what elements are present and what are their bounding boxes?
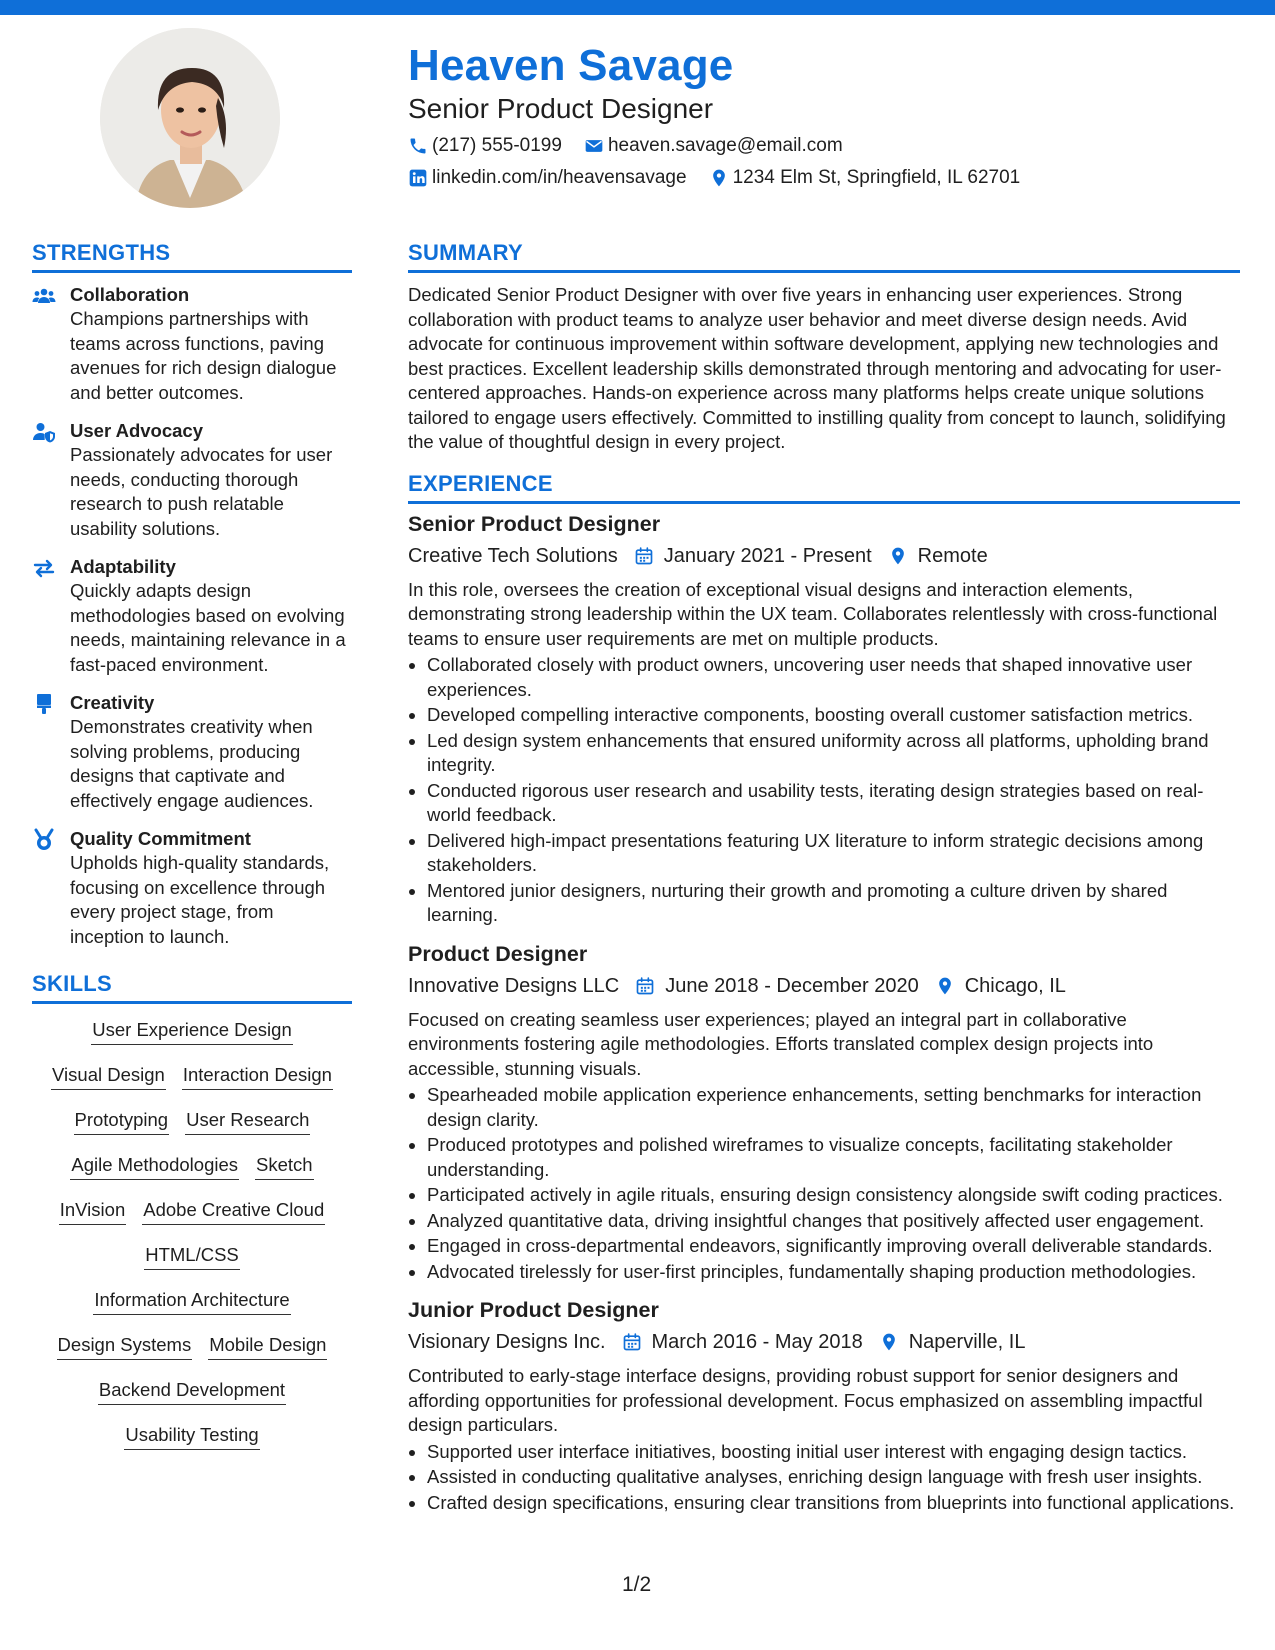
contact-row-1 (408, 134, 1238, 158)
strength-title: Creativity (70, 692, 155, 713)
skills-list (32, 1018, 352, 1451)
skill-tag: Interaction Design (182, 1063, 333, 1090)
skill-row (32, 1018, 352, 1046)
exchange-arrows-icon (32, 556, 56, 580)
job-dates-group (622, 1328, 863, 1356)
job-bullet: • Produced prototypes and polished wireframes to visualize concepts, facilitating stakeholder understanding. (427, 1133, 1240, 1182)
candidate-title: Senior Product Designer (408, 93, 714, 124)
summary-text: Dedicated Senior Product Designer with over five years in enhancing user experiences. Strong collaboration with product teams to analyze user behavior and meet diverse design needs. Avid advocate for continuous improvement within software development, applying new technologies and best practices. Excellent leadership skills demonstrated through mentoring and advocating for user-centered approaches. Hands-on experience across many platforms helps create unique solutions tailored to engage users effectively. Committed to instilling quality from concept to launch, solidifying the value of thoughtful design in every project. (408, 284, 1226, 452)
job-description: Contributed to early-stage interface designs, providing robust support for senior designers and affording opportunities for professional development. Focus emphasized on assembling impactful design particulars. (408, 1365, 1203, 1435)
skill-row (32, 1153, 352, 1181)
skill-row (32, 1198, 352, 1226)
users-icon (32, 284, 56, 308)
contact-linkedin[interactable] (408, 166, 687, 190)
strength-desc: Passionately advocates for user needs, conducting thorough research to push relatable usability solutions. (70, 444, 333, 539)
job-bullet: • Advocated tirelessly for user-first principles, fundamentally shaping production methodologies. (427, 1260, 1240, 1285)
page-number: 1/2 (622, 1573, 652, 1596)
strength-item (32, 827, 352, 949)
map-pin-icon (879, 1332, 899, 1352)
resume-header (408, 40, 1238, 190)
calendar-icon (622, 1332, 642, 1352)
map-pin-icon (935, 976, 955, 996)
skill-tag: Visual Design (51, 1063, 166, 1090)
calendar-icon (634, 546, 654, 566)
job-bullet: • Led design system enhancements that ensured uniformity across all platforms, upholding brand integrity. (427, 729, 1240, 778)
strength-title: Collaboration (70, 284, 190, 305)
email-text: heaven.savage@email.com (607, 135, 843, 156)
contact-row-2 (408, 166, 1238, 190)
job-bullets (408, 653, 1240, 928)
skill-tag: HTML/CSS (144, 1243, 240, 1270)
phone-text: (217) 555-0199 (432, 135, 562, 156)
job-meta (408, 1328, 1240, 1356)
experience-heading: EXPERIENCE (408, 469, 1240, 504)
top-accent-bar (0, 0, 1275, 15)
strength-item (32, 691, 352, 813)
map-pin-icon (709, 168, 729, 188)
job-bullet: • Conducted rigorous user research and usability tests, iterating design strategies based on real-world feedback. (427, 779, 1240, 828)
calendar-icon (635, 976, 655, 996)
job-title: Senior Product Designer (408, 511, 661, 536)
job-bullet: • Participated actively in agile rituals, ensuring design consistency alongside swift coding practices. (427, 1183, 1240, 1208)
contact-address (709, 166, 1021, 190)
job-meta (408, 542, 1240, 570)
skill-tag: Usability Testing (124, 1423, 259, 1450)
job-dates-group (635, 972, 919, 1000)
address-text: 1234 Elm St, Springfield, IL 62701 (732, 167, 1021, 188)
user-shield-icon (32, 420, 56, 444)
skill-row (32, 1378, 352, 1406)
job-entry (408, 1296, 1240, 1515)
skill-row (32, 1333, 352, 1361)
job-dates: March 2016 - May 2018 (651, 1331, 863, 1353)
job-bullet: • Delivered high-impact presentations featuring UX literature to inform strategic decisions among stakeholders. (427, 829, 1240, 878)
job-bullet: • Crafted design specifications, ensuring clear transitions from blueprints into functional applications. (427, 1491, 1240, 1516)
strength-item (32, 419, 352, 541)
job-dates-group (634, 542, 872, 570)
job-location-group (935, 972, 1066, 1000)
linkedin-text: linkedin.com/in/heavensavage (432, 167, 687, 188)
job-entry (408, 510, 1240, 928)
skill-row (32, 1063, 352, 1091)
strengths-heading: STRENGTHS (32, 238, 352, 273)
skill-tag: User Experience Design (91, 1018, 292, 1045)
job-description: Focused on creating seamless user experiences; played an integral part in collaborative environments fostering agile methodologies. Efforts translated complex design projects into accessible, stunning visuals. (408, 1008, 1154, 1079)
job-bullets (408, 1440, 1240, 1516)
strength-desc: Champions partnerships with teams across functions, paving avenues for rich design dialogue and better outcomes. (70, 308, 337, 403)
job-bullet: • Analyzed quantitative data, driving insightful changes that positively affected user engagement. (427, 1209, 1240, 1234)
strength-title: Adaptability (70, 556, 176, 577)
job-location: Naperville, IL (908, 1331, 1026, 1353)
skill-tag: Mobile Design (208, 1333, 327, 1360)
contact-phone[interactable] (408, 134, 562, 158)
right-column (408, 238, 1240, 1516)
medal-icon (32, 828, 56, 852)
skill-tag: Design Systems (57, 1333, 193, 1360)
skill-tag: Sketch (255, 1153, 314, 1180)
job-bullet: • Supported user interface initiatives, boosting initial user interest with engaging design tactics. (427, 1440, 1240, 1465)
strength-item (32, 555, 352, 677)
job-location-group (888, 542, 988, 570)
job-location: Remote (917, 544, 988, 567)
job-bullets (408, 1083, 1240, 1284)
job-title: Junior Product Designer (408, 1298, 659, 1322)
job-location: Chicago, IL (964, 974, 1066, 997)
strength-desc: Upholds high-quality standards, focusing on excellence through every project stage, from inception to launch. (70, 852, 330, 947)
contact-email[interactable] (584, 134, 843, 158)
skill-tag: Agile Methodologies (70, 1153, 239, 1180)
strength-title: Quality Commitment (70, 828, 251, 849)
strength-item (32, 283, 352, 405)
job-company: Innovative Designs LLC (408, 974, 620, 997)
job-meta (408, 972, 1240, 1000)
job-company: Creative Tech Solutions (408, 544, 618, 567)
job-bullet: • Developed compelling interactive components, boosting overall customer satisfaction metrics. (427, 703, 1240, 728)
job-title: Product Designer (408, 941, 588, 966)
envelope-icon (584, 136, 604, 156)
job-bullet: • Mentored junior designers, nurturing their growth and promoting a culture driven by shared learning. (427, 879, 1240, 928)
candidate-name: Heaven Savage (408, 41, 734, 90)
skill-tag: Backend Development (98, 1378, 286, 1405)
paint-brush-icon (32, 692, 56, 716)
skill-row (32, 1423, 352, 1451)
job-dates: June 2018 - December 2020 (665, 974, 919, 997)
job-entry (408, 940, 1240, 1285)
job-bullet: • Spearheaded mobile application experience enhancements, setting benchmarks for interaction design clarity. (427, 1083, 1240, 1132)
linkedin-icon (408, 168, 428, 188)
left-column (32, 238, 352, 1468)
skill-row (32, 1288, 352, 1316)
strength-title: User Advocacy (70, 420, 203, 441)
skill-tag: Adobe Creative Cloud (142, 1198, 325, 1225)
phone-icon (408, 136, 428, 156)
skill-tag: InVision (59, 1198, 126, 1225)
skill-tag: Information Architecture (93, 1288, 290, 1315)
job-location-group (879, 1328, 1026, 1356)
strength-desc: Demonstrates creativity when solving problems, producing designs that captivate and effectively engage audiences. (70, 716, 314, 811)
skill-row (32, 1108, 352, 1136)
job-bullet: • Assisted in conducting qualitative analyses, enriching design language with fresh user insights. (427, 1465, 1240, 1490)
skill-tag: User Research (185, 1108, 310, 1135)
job-description: In this role, oversees the creation of exceptional visual designs and interaction elements, demonstrating strong leadership within the UX team. Collaborates relentlessly with cross-functional teams to ensure user requirements are met on multiple products. (408, 578, 1218, 649)
job-bullet: • Collaborated closely with product owners, uncovering user needs that shaped innovative user experiences. (427, 653, 1240, 702)
strength-desc: Quickly adapts design methodologies based on evolving needs, maintaining relevance in a fast-paced environment. (70, 580, 346, 675)
summary-heading: SUMMARY (408, 238, 1240, 273)
skill-tag: Prototyping (74, 1108, 170, 1135)
job-bullet: • Engaged in cross-departmental endeavors, significantly improving overall deliverable standards. (427, 1234, 1240, 1259)
job-company: Visionary Designs Inc. (408, 1331, 606, 1353)
skills-heading: SKILLS (32, 969, 352, 1004)
profile-photo (100, 28, 280, 208)
skill-row (32, 1243, 352, 1271)
job-dates: January 2021 - Present (663, 544, 872, 567)
map-pin-icon (888, 546, 908, 566)
